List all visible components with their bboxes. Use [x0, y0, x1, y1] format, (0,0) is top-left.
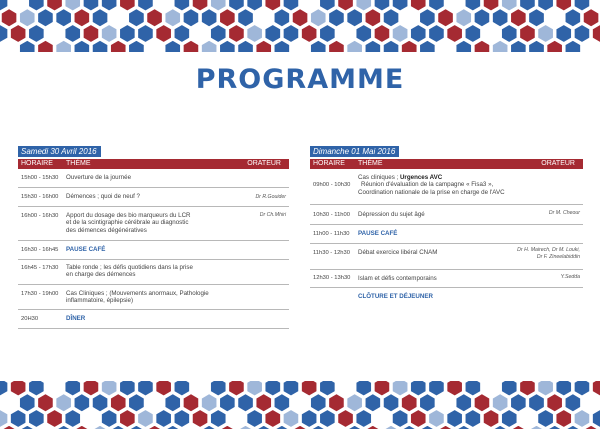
hexagon-shape — [65, 381, 81, 396]
hexagon-shape — [183, 40, 199, 52]
hexagon-shape — [428, 381, 444, 396]
row-theme: Ouverture de la journée — [66, 174, 132, 181]
hexagon-shape — [128, 8, 144, 27]
hexagon-shape — [147, 393, 163, 412]
hexagon-shape — [501, 381, 517, 396]
hexagon-shape — [292, 393, 308, 412]
hexagon-shape — [119, 24, 135, 43]
hexagon-shape — [438, 8, 454, 27]
hexagon-shape — [428, 409, 444, 428]
hexagon-shape — [547, 393, 563, 412]
hexagon-band-bottom — [0, 381, 600, 429]
hexagon-shape — [19, 8, 35, 27]
hexagon-shape — [347, 8, 363, 27]
table-row — [310, 288, 583, 308]
hexagon-shape — [565, 393, 581, 412]
table-row — [18, 188, 289, 207]
hexagon-shape — [74, 40, 90, 52]
row-theme: Dépression du sujet âgé — [358, 211, 425, 218]
hexagon-shape — [474, 8, 490, 27]
hexagon-shape — [10, 24, 26, 43]
row-time: 20H30 — [21, 316, 39, 322]
hexagon-shape — [401, 393, 417, 412]
row-theme: Débat exercice libéral CNAM — [358, 249, 438, 256]
hexagon-shape — [47, 381, 63, 396]
row-theme-detail: Réunion d'évaluation de la campagne « Fisa3 », Coordination nationale de la prise en charge de l'AVC — [358, 181, 505, 196]
hexagon-shape — [328, 40, 344, 52]
hexagon-shape — [256, 40, 272, 52]
hexagon-shape — [137, 409, 153, 428]
hexagon-shape — [265, 409, 281, 428]
table-row — [18, 260, 289, 285]
hexagon-shape — [338, 381, 354, 396]
header-horaire: HORAIRE — [21, 160, 53, 167]
hexagon-shape — [28, 409, 44, 428]
hexagon-shape — [456, 8, 472, 27]
hexagon-shape — [319, 24, 335, 43]
header-theme: THÈME — [66, 160, 91, 167]
hexagon-shape — [456, 393, 472, 412]
row-time: 15h00 - 15h30 — [21, 175, 59, 181]
hexagon-shape — [274, 40, 290, 52]
row-time: 11h30 - 12h30 — [313, 250, 350, 256]
hexagon-shape — [319, 381, 335, 396]
hexagon-shape — [110, 40, 126, 52]
row-theme: Islam et défis contemporains — [358, 275, 437, 282]
saturday-schedule — [18, 141, 289, 329]
hexagon-shape — [128, 393, 144, 412]
hexagon-shape — [56, 8, 72, 27]
hexagon-shape — [438, 393, 454, 412]
hexagon-shape — [319, 409, 335, 428]
hexagon-shape — [310, 393, 326, 412]
hexagon-shape — [592, 409, 600, 428]
hexagon-shape — [83, 24, 99, 43]
hexagon-shape — [538, 381, 554, 396]
hexagon-shape — [74, 393, 90, 412]
hexagon-shape — [37, 8, 53, 27]
hexagon-shape — [210, 381, 226, 396]
hexagon-shape — [292, 40, 308, 52]
sunday-table-header — [310, 159, 583, 169]
hexagon-shape — [83, 381, 99, 396]
hexagon-shape — [510, 40, 526, 52]
hexagon-shape — [483, 409, 499, 428]
table-row — [18, 241, 289, 260]
hexagon-shape — [128, 40, 144, 52]
hexagon-shape — [174, 24, 190, 43]
row-time: 11h00 - 11h30 — [313, 231, 350, 237]
hexagon-shape — [292, 8, 308, 27]
hexagon-shape — [510, 8, 526, 27]
hexagon-shape — [228, 381, 244, 396]
hexagon-shape — [201, 40, 217, 52]
hexagon-shape — [37, 40, 53, 52]
hexagon-shape — [528, 393, 544, 412]
hexagon-shape — [1, 40, 17, 52]
hexagon-shape — [0, 24, 8, 43]
row-theme: DÎNER — [66, 315, 86, 322]
row-time: 15h30 - 16h00 — [21, 194, 59, 200]
hexagon-shape — [338, 24, 354, 43]
table-row — [18, 285, 289, 310]
hexagon-shape — [147, 40, 163, 52]
hexagon-shape — [119, 381, 135, 396]
hexagon-shape — [510, 393, 526, 412]
hexagon-shape — [110, 8, 126, 27]
hexagon-shape — [110, 393, 126, 412]
row-theme: PAUSE CAFÉ — [358, 230, 398, 237]
hexagon-shape — [74, 8, 90, 27]
hexagon-shape — [528, 40, 544, 52]
row-time: 12h30 - 13h30 — [313, 275, 351, 281]
hexagon-shape — [210, 409, 226, 428]
hexagon-shape — [28, 24, 44, 43]
hexagon-shape — [83, 409, 99, 428]
hexagon-shape — [147, 8, 163, 27]
hexagon-shape — [447, 381, 463, 396]
hexagon-shape — [574, 24, 590, 43]
page-title: PROGRAMME — [195, 64, 405, 95]
table-row — [310, 270, 583, 288]
hexagon-shape — [474, 40, 490, 52]
row-time: 09h00 - 10h30 — [313, 182, 351, 188]
hexagon-shape — [419, 393, 435, 412]
row-speaker: Y.Sedda — [560, 274, 580, 280]
row-theme: CLÔTURE ET DÉJEUNER — [358, 293, 433, 300]
hexagon-shape — [156, 24, 172, 43]
hexagon-shape — [356, 24, 372, 43]
hexagon-shape — [56, 393, 72, 412]
hexagon-shape — [274, 8, 290, 27]
hexagon-shape — [65, 409, 81, 428]
hexagon-shape — [228, 409, 244, 428]
hexagon-shape — [519, 24, 535, 43]
hexagon-shape — [347, 40, 363, 52]
hexagon-shape — [201, 393, 217, 412]
hexagon-shape — [538, 24, 554, 43]
hexagon-band-top — [0, 0, 600, 52]
hexagon-shape — [1, 393, 17, 412]
row-theme — [358, 174, 505, 196]
hexagon-shape — [310, 8, 326, 27]
hexagon-shape — [19, 393, 35, 412]
hexagon-shape — [238, 393, 254, 412]
hexagon-shape — [556, 24, 572, 43]
hexagon-shape — [174, 409, 190, 428]
hexagon-shape — [156, 381, 172, 396]
hexagon-shape — [365, 40, 381, 52]
table-row — [18, 169, 289, 188]
table-row — [18, 310, 289, 329]
hexagon-shape — [501, 409, 517, 428]
table-row — [310, 205, 583, 225]
hexagon-shape — [183, 8, 199, 27]
row-time: 16h30 - 16h45 — [21, 247, 59, 253]
hexagon-shape — [356, 409, 372, 428]
hexagon-shape — [247, 409, 263, 428]
hexagon-shape — [238, 40, 254, 52]
hexagon-shape — [492, 393, 508, 412]
hexagon-shape — [392, 409, 408, 428]
hexagon-shape — [92, 8, 108, 27]
table-row — [310, 169, 583, 205]
hexagon-shape — [310, 40, 326, 52]
hexagon-shape — [465, 381, 481, 396]
hexagon-shape — [192, 24, 208, 43]
hexagon-shape — [492, 8, 508, 27]
hexagon-shape — [165, 8, 181, 27]
hexagon-shape — [256, 8, 272, 27]
hexagon-shape — [410, 409, 426, 428]
hexagon-shape — [65, 24, 81, 43]
row-speaker: Dr H. Mairech, Dr M. Louki, Dr F. Zineelabiddin — [517, 247, 580, 261]
hexagon-shape — [265, 381, 281, 396]
hexagon-shape — [328, 8, 344, 27]
row-speaker: Dr R.Gouider — [255, 194, 286, 200]
hexagon-shape — [183, 393, 199, 412]
hexagon-shape — [338, 409, 354, 428]
hexagon-shape — [283, 409, 299, 428]
hexagon-shape — [383, 40, 399, 52]
hexagon-shape — [101, 381, 117, 396]
row-theme-prefix: Cas cliniques ; — [358, 174, 400, 181]
hexagon-shape — [37, 393, 53, 412]
row-time: 16h45 - 17h30 — [21, 265, 59, 271]
hexagon-shape — [410, 381, 426, 396]
hexagon-shape — [547, 40, 563, 52]
hexagon-shape — [447, 409, 463, 428]
hexagon-shape — [365, 8, 381, 27]
hexagon-shape — [92, 393, 108, 412]
hexagon-shape — [156, 409, 172, 428]
hexagon-shape — [192, 381, 208, 396]
row-speaker: Dr Ch.Mhiri — [259, 212, 286, 218]
hexagon-shape — [583, 8, 599, 27]
hexagon-shape — [401, 8, 417, 27]
hexagon-shape — [119, 409, 135, 428]
hexagon-shape — [401, 40, 417, 52]
hexagon-shape — [392, 24, 408, 43]
hexagon-shape — [283, 24, 299, 43]
saturday-date-label: Samedi 30 Avril 2016 — [18, 146, 101, 157]
hexagon-shape — [456, 40, 472, 52]
hexagon-pattern-top — [0, 0, 600, 52]
hexagon-shape — [56, 40, 72, 52]
hexagon-shape — [428, 24, 444, 43]
hexagon-shape — [101, 24, 117, 43]
row-time: 16h00 - 16h30 — [21, 213, 59, 219]
hexagon-shape — [419, 8, 435, 27]
hexagon-shape — [28, 381, 44, 396]
hexagon-shape — [565, 8, 581, 27]
hexagon-shape — [474, 393, 490, 412]
hexagon-shape — [265, 24, 281, 43]
hexagon-shape — [274, 393, 290, 412]
hexagon-shape — [556, 409, 572, 428]
hexagon-shape — [92, 40, 108, 52]
hexagon-shape — [583, 393, 599, 412]
row-time: 10h30 - 11h00 — [313, 212, 350, 218]
hexagon-shape — [210, 24, 226, 43]
hexagon-shape — [247, 381, 263, 396]
hexagon-shape — [528, 8, 544, 27]
row-theme: Apport du dosage des bio marqueurs du LCR et de la scintigraphie cérébrale au diagnostic des démences dégénératives — [66, 212, 191, 234]
hexagon-shape — [165, 40, 181, 52]
hexagon-shape — [556, 381, 572, 396]
hexagon-shape — [519, 381, 535, 396]
row-theme: PAUSE CAFÉ — [66, 246, 106, 253]
hexagon-shape — [392, 381, 408, 396]
hexagon-shape — [10, 381, 26, 396]
hexagon-shape — [201, 8, 217, 27]
header-orateur: ORATEUR — [541, 160, 575, 167]
hexagon-shape — [1, 8, 17, 27]
hexagon-shape — [519, 409, 535, 428]
table-row — [310, 225, 583, 244]
row-theme: Démences ; quoi de neuf ? — [66, 193, 140, 200]
hexagon-shape — [374, 24, 390, 43]
hexagon-shape — [328, 393, 344, 412]
hexagon-shape — [165, 393, 181, 412]
hexagon-shape — [219, 8, 235, 27]
hexagon-shape — [410, 24, 426, 43]
hexagon-shape — [19, 40, 35, 52]
sunday-schedule — [310, 141, 583, 308]
hexagon-shape — [574, 381, 590, 396]
hexagon-shape — [365, 393, 381, 412]
row-theme-highlight: Urgences AVC — [399, 174, 443, 181]
hexagon-pattern-bottom — [0, 381, 600, 429]
hexagon-shape — [356, 381, 372, 396]
hexagon-shape — [347, 393, 363, 412]
hexagon-shape — [592, 24, 600, 43]
hexagon-shape — [47, 24, 63, 43]
hexagon-shape — [583, 40, 599, 52]
hexagon-shape — [438, 40, 454, 52]
table-row — [310, 244, 583, 270]
header-orateur: ORATEUR — [247, 160, 281, 167]
header-theme: THÈME — [358, 160, 383, 167]
hexagon-shape — [101, 409, 117, 428]
hexagon-shape — [383, 8, 399, 27]
hexagon-shape — [238, 8, 254, 27]
saturday-table-header — [18, 159, 289, 169]
hexagon-shape — [483, 24, 499, 43]
hexagon-shape — [574, 409, 590, 428]
hexagon-shape — [174, 381, 190, 396]
hexagon-shape — [256, 393, 272, 412]
hexagon-shape — [301, 24, 317, 43]
hexagon-shape — [247, 24, 263, 43]
hexagon-shape — [538, 409, 554, 428]
sunday-date-label: Dimanche 01 Mai 2016 — [310, 146, 399, 157]
hexagon-shape — [483, 381, 499, 396]
hexagon-shape — [219, 393, 235, 412]
hexagon-shape — [374, 409, 390, 428]
hexagon-shape — [47, 409, 63, 428]
header-horaire: HORAIRE — [313, 160, 345, 167]
hexagon-shape — [301, 381, 317, 396]
hexagon-shape — [219, 40, 235, 52]
hexagon-shape — [283, 381, 299, 396]
hexagon-shape — [383, 393, 399, 412]
hexagon-shape — [0, 409, 8, 428]
hexagon-shape — [192, 409, 208, 428]
hexagon-shape — [374, 381, 390, 396]
hexagon-shape — [137, 381, 153, 396]
hexagon-shape — [565, 40, 581, 52]
row-time: 17h30 - 19h00 — [21, 291, 59, 297]
hexagon-shape — [10, 409, 26, 428]
row-speaker: Dr M. Cheour — [548, 210, 580, 216]
hexagon-shape — [301, 409, 317, 428]
row-theme: Table ronde ; les défis quotidiens dans la prise en charge des démences — [66, 264, 193, 279]
hexagon-shape — [419, 40, 435, 52]
hexagon-shape — [492, 40, 508, 52]
hexagon-shape — [137, 24, 153, 43]
hexagon-shape — [547, 8, 563, 27]
hexagon-shape — [465, 409, 481, 428]
hexagon-shape — [501, 24, 517, 43]
row-theme: Cas Cliniques ; (Mouvements anormaux, Pathologie inflammatoire, épilepsie) — [66, 290, 209, 305]
hexagon-shape — [465, 24, 481, 43]
hexagon-shape — [228, 24, 244, 43]
table-row — [18, 207, 289, 241]
hexagon-shape — [447, 24, 463, 43]
